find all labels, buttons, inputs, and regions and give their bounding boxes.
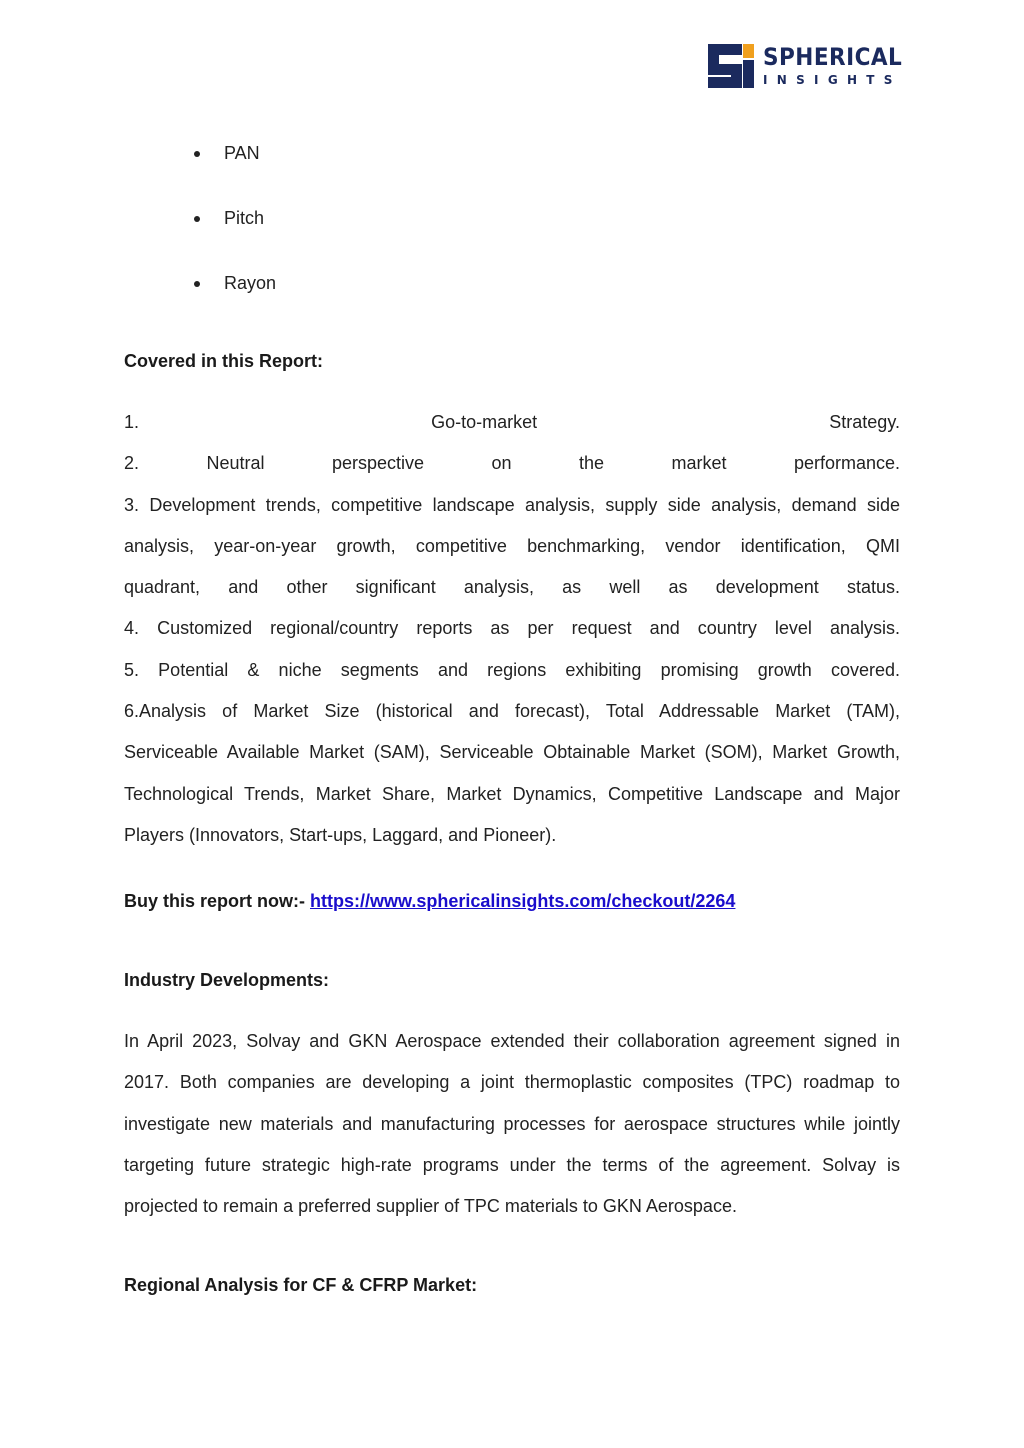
bullet-icon [194, 216, 200, 222]
text-line: analysis, year-on-year growth, competitive benchmarking, vendor identification, QMI [124, 535, 900, 556]
text-line: investigate new materials and manufacturing processes for aerospace structures while jointly [124, 1113, 900, 1134]
checkout-link[interactable]: https://www.sphericalinsights.com/checkout/2264 [310, 891, 736, 911]
list-item: PAN [190, 140, 276, 205]
logo-wordmark: SPHERICAL [763, 43, 903, 71]
industry-paragraph [124, 1021, 900, 1227]
industry-heading: Industry Developments: [124, 970, 330, 990]
text-line: projected to remain a preferred supplier of TPC materials to GKN Aerospace. [124, 1196, 737, 1217]
text-line: In April 2023, Solvay and GKN Aerospace extended their collaboration agreement signed in [124, 1031, 900, 1051]
material-bullet-list [190, 140, 276, 335]
list-item: Rayon [190, 270, 276, 335]
regional-heading: Regional Analysis for CF & CFRP Market: [124, 1275, 478, 1295]
buy-label: Buy this report now:- [124, 891, 310, 911]
spherical-insights-logo-icon [708, 44, 754, 88]
covered-paragraph [124, 402, 900, 856]
list-item: Pitch [190, 205, 276, 270]
buy-report-line [124, 888, 735, 914]
text-line: 6.Analysis of Market Size (historical and forecast), Total Addressable Market (TAM), [124, 701, 900, 722]
text-line: Technological Trends, Market Share, Market Dynamics, Competitive Landscape and Major [124, 783, 900, 804]
bullet-icon [194, 281, 200, 287]
text-line: Serviceable Available Market (SAM), Serviceable Obtainable Market (SOM), Market Growth, [124, 742, 900, 763]
text-line: Players (Innovators, Start-ups, Laggard, and Pioneer). [124, 824, 557, 845]
text-line: 3. Development trends, competitive landscape analysis, supply side analysis, demand side [124, 494, 900, 515]
brand-logo [708, 44, 903, 90]
text-line: 4. Customized regional/country reports as per request and country level analysis. [124, 618, 900, 639]
text-line: 2017. Both companies are developing a joint thermoplastic composites (TPC) roadmap to [124, 1072, 900, 1093]
logo-subtitle: INSIGHTS [763, 73, 902, 87]
text-line: 2. Neutral perspective on the market performance. [124, 453, 900, 474]
text-line: targeting future strategic high-rate programs under the terms of the agreement. Solvay is [124, 1154, 900, 1175]
bullet-icon [194, 151, 200, 157]
text-line: 5. Potential & niche segments and regions exhibiting promising growth covered. [124, 659, 900, 680]
text-line: quadrant, and other significant analysis, as well as development status. [124, 577, 900, 598]
covered-heading: Covered in this Report: [124, 351, 324, 371]
text-line: 1. Go-to-market Strategy. [124, 412, 900, 432]
